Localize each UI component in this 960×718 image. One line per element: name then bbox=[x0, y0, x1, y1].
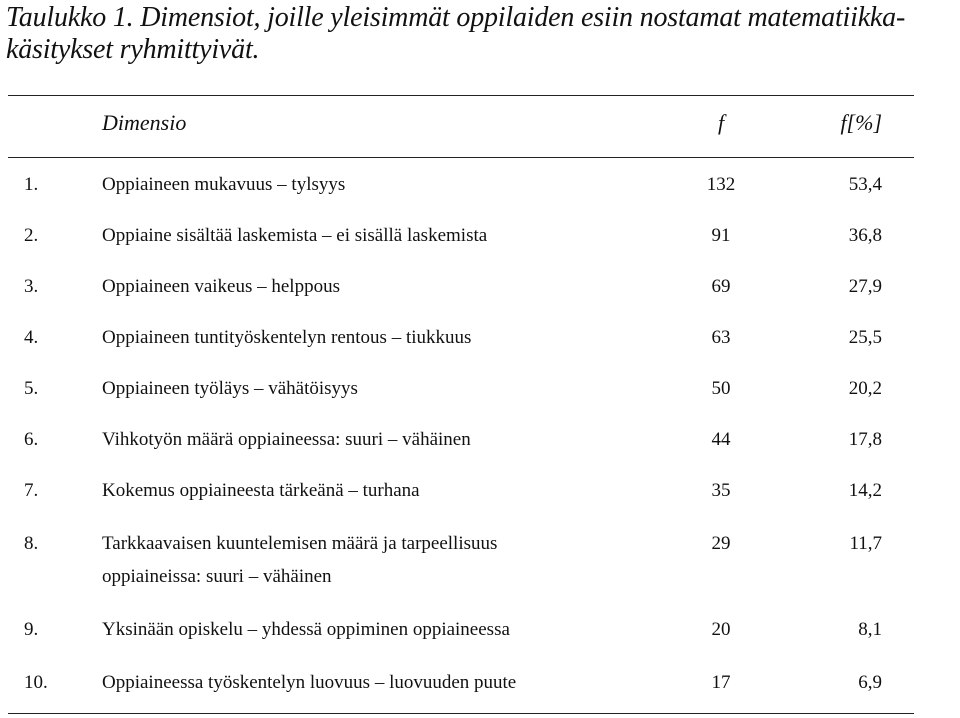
dimension-line: Vihkotyön määrä oppiaineessa: suuri – vähäinen bbox=[102, 429, 471, 450]
row-dimension bbox=[102, 168, 662, 201]
row-percent: 27,9 bbox=[848, 276, 882, 297]
dimension-line: Oppiaineessa työskentelyn luovuus – luovuuden puute bbox=[102, 672, 517, 693]
table-caption bbox=[6, 2, 954, 66]
row-percent: 17,8 bbox=[848, 429, 882, 450]
row-dimension bbox=[102, 321, 662, 354]
row-number: 1. bbox=[24, 174, 39, 195]
dimension-line: Yksinään opiskelu – yhdessä oppiminen oppiaineessa bbox=[102, 619, 510, 640]
row-number: 9. bbox=[24, 619, 39, 640]
row-number: 3. bbox=[24, 276, 39, 297]
row-dimension bbox=[102, 423, 662, 456]
row-number: 4. bbox=[24, 327, 39, 348]
row-percent: 11,7 bbox=[849, 533, 882, 554]
row-percent: 25,5 bbox=[848, 327, 882, 348]
row-percent: 6,9 bbox=[858, 672, 882, 693]
row-frequency: 50 bbox=[711, 378, 731, 399]
dimension-line: Oppiaineen tuntityöskentelyn rentous – tiukkuus bbox=[102, 327, 472, 348]
dimension-line: oppiaineissa: suuri – vähäinen bbox=[102, 566, 332, 587]
row-frequency: 69 bbox=[711, 276, 731, 297]
header-f-percent: f[%] bbox=[840, 110, 882, 135]
row-number: 5. bbox=[24, 378, 39, 399]
header-rule bbox=[8, 157, 914, 158]
dimension-line: Oppiaineen mukavuus – tylsyys bbox=[102, 174, 346, 195]
row-frequency: 20 bbox=[711, 619, 731, 640]
row-number: 8. bbox=[24, 533, 39, 554]
row-frequency: 132 bbox=[706, 174, 736, 195]
header-f: f bbox=[717, 110, 725, 135]
bottom-rule bbox=[8, 713, 914, 714]
row-percent: 20,2 bbox=[848, 378, 882, 399]
row-dimension bbox=[102, 372, 662, 405]
header-dimension: Dimensio bbox=[102, 110, 187, 135]
row-dimension bbox=[102, 666, 662, 699]
dimension-line: Kokemus oppiaineesta tärkeänä – turhana bbox=[102, 480, 420, 501]
row-percent: 14,2 bbox=[848, 480, 882, 501]
dimension-line: Oppiaineen vaikeus – helppous bbox=[102, 276, 340, 297]
row-number: 7. bbox=[24, 480, 39, 501]
top-rule bbox=[8, 95, 914, 96]
row-number: 2. bbox=[24, 225, 39, 246]
dimension-line: Oppiaineen työläys – vähätöisyys bbox=[102, 378, 358, 399]
row-dimension bbox=[102, 270, 662, 303]
dimension-line: Tarkkaavaisen kuuntelemisen määrä ja tarpeellisuus bbox=[102, 533, 498, 554]
row-percent: 36,8 bbox=[848, 225, 882, 246]
row-frequency: 91 bbox=[711, 225, 731, 246]
row-frequency: 35 bbox=[711, 480, 731, 501]
row-frequency: 17 bbox=[711, 672, 731, 693]
row-percent: 8,1 bbox=[858, 619, 882, 640]
row-number: 6. bbox=[24, 429, 39, 450]
caption-line-1: Taulukko 1. Dimensiot, joille yleisimmät oppilaiden esiin nostamat matematiikka- bbox=[6, 2, 906, 33]
row-frequency: 29 bbox=[711, 533, 731, 554]
row-dimension bbox=[102, 219, 662, 252]
row-dimension bbox=[102, 527, 662, 593]
row-dimension bbox=[102, 613, 662, 646]
row-dimension bbox=[102, 474, 662, 507]
row-frequency: 63 bbox=[711, 327, 731, 348]
row-number: 10. bbox=[24, 672, 48, 693]
row-percent: 53,4 bbox=[848, 174, 882, 195]
row-frequency: 44 bbox=[711, 429, 731, 450]
dimension-line: Oppiaine sisältää laskemista – ei sisällä laskemista bbox=[102, 225, 488, 246]
caption-line-2: käsitykset ryhmittyivät. bbox=[6, 34, 260, 65]
